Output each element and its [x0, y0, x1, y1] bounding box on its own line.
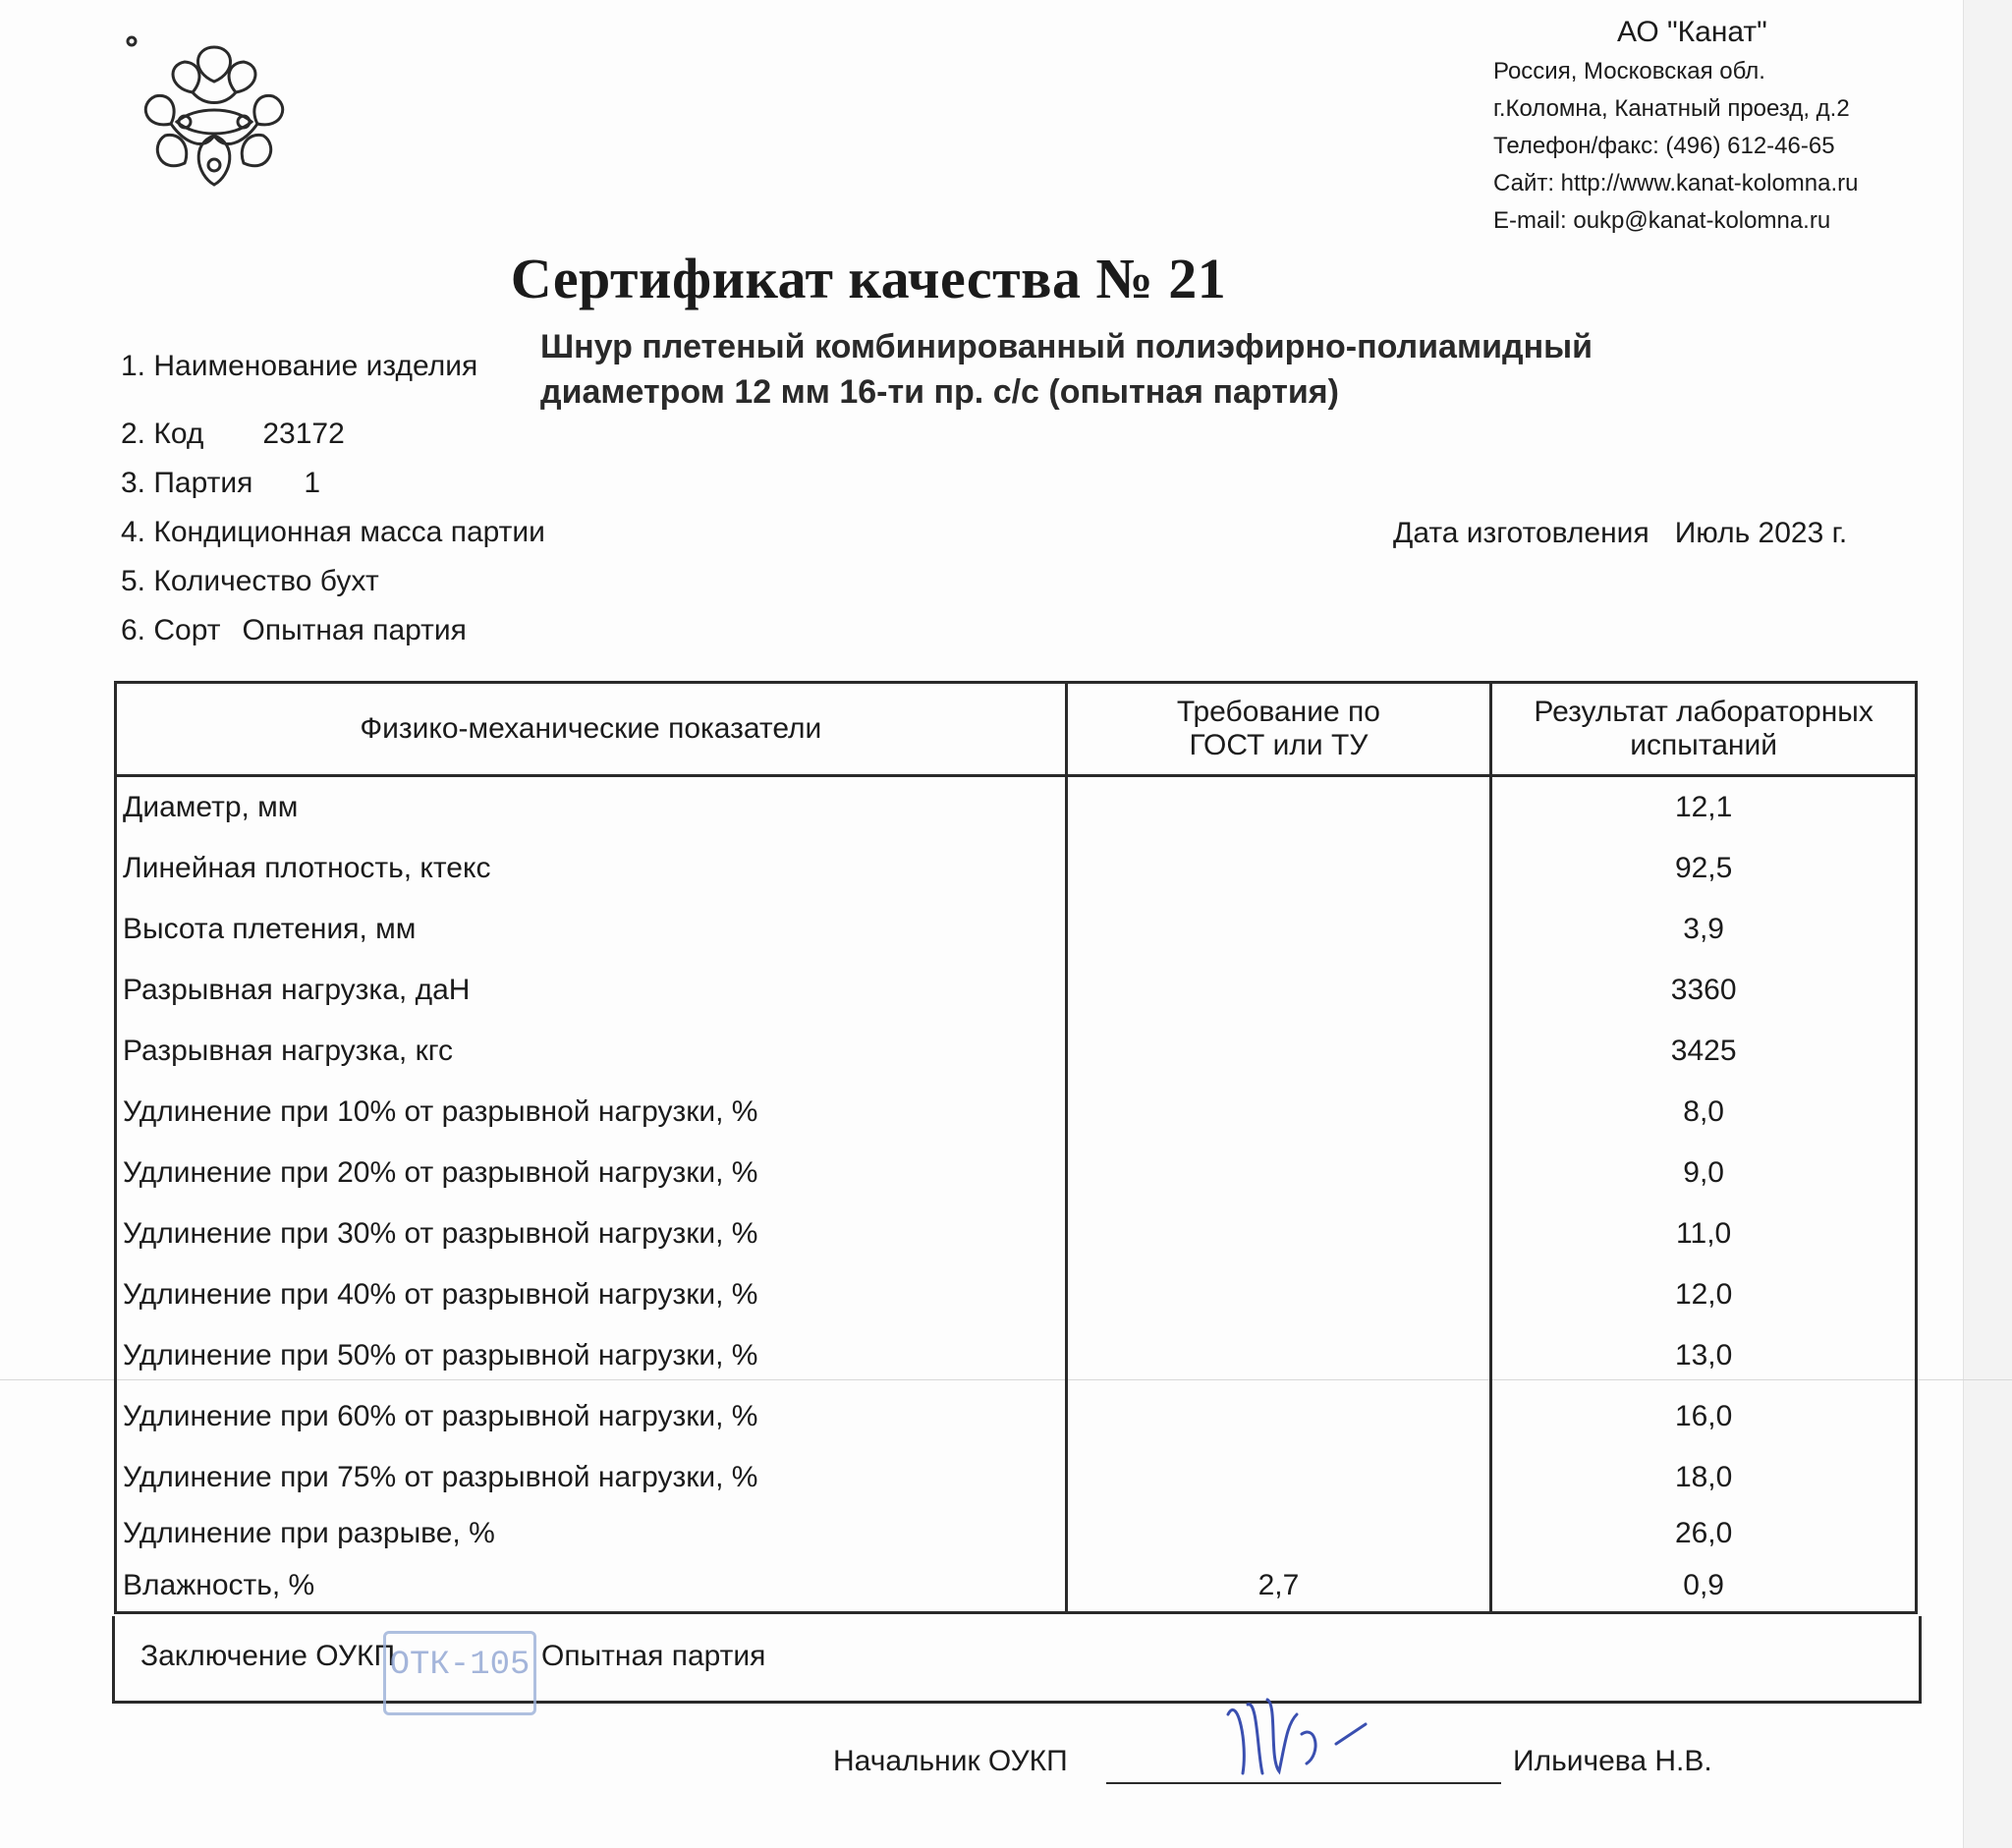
cell-name: Удлинение при разрыве, % [116, 1508, 1067, 1560]
company-email: E-mail: oukp@kanat-kolomna.ru [1493, 207, 1831, 234]
signature-row [833, 1745, 1953, 1794]
cell-result: 12,1 [1491, 776, 1917, 839]
field-mass [121, 515, 545, 550]
table-header-row [116, 683, 1917, 776]
signature-name: Ильичева Н.В. [1513, 1745, 1712, 1777]
field-product-name [121, 349, 477, 384]
cell-name: Диаметр, мм [116, 776, 1067, 839]
cell-name: Линейная плотность, ктекс [116, 838, 1067, 899]
cell-requirement [1066, 1082, 1491, 1143]
grade-value: Опытная партия [242, 614, 467, 646]
cell-result: 0,9 [1491, 1559, 1917, 1612]
conclusion-value: Опытная партия [541, 1640, 766, 1672]
table-row [116, 1325, 1917, 1386]
company-address-2: г.Коломна, Канатный проезд, д.2 [1493, 95, 1850, 122]
table-row [116, 776, 1917, 839]
cell-requirement: 2,7 [1066, 1559, 1491, 1612]
product-label: 1. Наименование изделия [121, 350, 478, 382]
cell-requirement [1066, 1204, 1491, 1264]
table-row [116, 960, 1917, 1021]
cell-name: Удлинение при 75% от разрывной нагрузки, % [116, 1447, 1067, 1508]
cell-result: 13,0 [1491, 1325, 1917, 1386]
header-indicator: Физико-механические показатели [116, 683, 1067, 776]
header-requirement-text: Требование по ГОСТ или ТУ [1176, 696, 1380, 761]
table-row [116, 1559, 1917, 1612]
cell-result: 26,0 [1491, 1508, 1917, 1560]
company-phone: Телефон/факс: (496) 612-46-65 [1493, 133, 1835, 159]
cell-name: Высота плетения, мм [116, 899, 1067, 960]
table-row [116, 838, 1917, 899]
cell-requirement [1066, 899, 1491, 960]
cell-result: 3360 [1491, 960, 1917, 1021]
field-grade [121, 613, 467, 648]
cell-name: Удлинение при 50% от разрывной нагрузки, % [116, 1325, 1067, 1386]
mass-label: 4. Кондиционная масса партии [121, 516, 545, 548]
cell-name: Разрывная нагрузка, даН [116, 960, 1067, 1021]
field-coils [121, 564, 379, 599]
cell-requirement [1066, 776, 1491, 839]
cell-name: Удлинение при 10% от разрывной нагрузки, % [116, 1082, 1067, 1143]
grade-label: 6. Сорт [121, 614, 221, 646]
cell-requirement [1066, 1325, 1491, 1386]
cell-name: Влажность, % [116, 1559, 1067, 1612]
cell-name: Удлинение при 60% от разрывной нагрузки, % [116, 1386, 1067, 1447]
cell-result: 3,9 [1491, 899, 1917, 960]
table-row [116, 1204, 1917, 1264]
cell-result: 3425 [1491, 1021, 1917, 1082]
manufacture-date [1393, 517, 1847, 550]
cell-requirement [1066, 960, 1491, 1021]
results-table [114, 681, 1918, 1614]
cell-result: 11,0 [1491, 1204, 1917, 1264]
handwritten-signature-icon [1208, 1675, 1385, 1793]
signature-position: Начальник ОУКП [833, 1745, 1068, 1777]
cell-name: Разрывная нагрузка, кгс [116, 1021, 1067, 1082]
table-row [116, 1447, 1917, 1508]
table-row [116, 1082, 1917, 1143]
cell-requirement [1066, 1508, 1491, 1560]
cell-result: 92,5 [1491, 838, 1917, 899]
cell-requirement [1066, 1021, 1491, 1082]
date-label: Дата изготовления [1393, 517, 1649, 549]
otk-stamp: ОТК-105 [383, 1631, 536, 1715]
cell-result: 12,0 [1491, 1264, 1917, 1325]
code-value: 23172 [262, 418, 345, 450]
company-address-1: Россия, Московская обл. [1493, 58, 1765, 84]
header-requirement [1066, 683, 1491, 776]
field-lot [121, 466, 320, 501]
table-row [116, 1508, 1917, 1560]
cell-name: Удлинение при 20% от разрывной нагрузки, % [116, 1143, 1067, 1204]
cell-result: 18,0 [1491, 1447, 1917, 1508]
table-row [116, 1386, 1917, 1447]
cell-requirement [1066, 1143, 1491, 1204]
code-label: 2. Код [121, 418, 204, 450]
lot-value: 1 [304, 467, 321, 499]
cell-requirement [1066, 1264, 1491, 1325]
cell-result: 9,0 [1491, 1143, 1917, 1204]
cell-name: Удлинение при 40% от разрывной нагрузки, % [116, 1264, 1067, 1325]
cell-requirement [1066, 1386, 1491, 1447]
cell-requirement [1066, 1447, 1491, 1508]
cell-name: Удлинение при 30% от разрывной нагрузки, % [116, 1204, 1067, 1264]
table-row [116, 1021, 1917, 1082]
table-body [116, 776, 1917, 1613]
cell-result: 8,0 [1491, 1082, 1917, 1143]
lot-label: 3. Партия [121, 467, 253, 499]
table-row [116, 899, 1917, 960]
conclusion-label: Заключение ОУКП [140, 1640, 396, 1672]
coils-label: 5. Количество бухт [121, 565, 379, 597]
cell-result: 16,0 [1491, 1386, 1917, 1447]
header-result-text: Результат лабораторных испытаний [1534, 696, 1873, 761]
cell-requirement [1066, 838, 1491, 899]
company-block [1493, 12, 1955, 240]
certificate-title [0, 246, 2012, 311]
table-row [116, 1143, 1917, 1204]
field-code [121, 417, 345, 452]
header-result [1491, 683, 1917, 776]
certificate-title-text: Сертификат качества № 21 [510, 247, 1227, 310]
knot-logo-icon [126, 28, 303, 204]
company-site: Сайт: http://www.kanat-kolomna.ru [1493, 170, 1859, 196]
product-value: Шнур плетеный комбинированный полиэфирно-полиамидный диаметром 12 мм 16-ти пр. с/с (опытная партия) [540, 328, 1593, 411]
company-name: АО "Канат" [1617, 16, 1767, 48]
table-row [116, 1264, 1917, 1325]
date-value: Июль 2023 г. [1674, 517, 1848, 549]
